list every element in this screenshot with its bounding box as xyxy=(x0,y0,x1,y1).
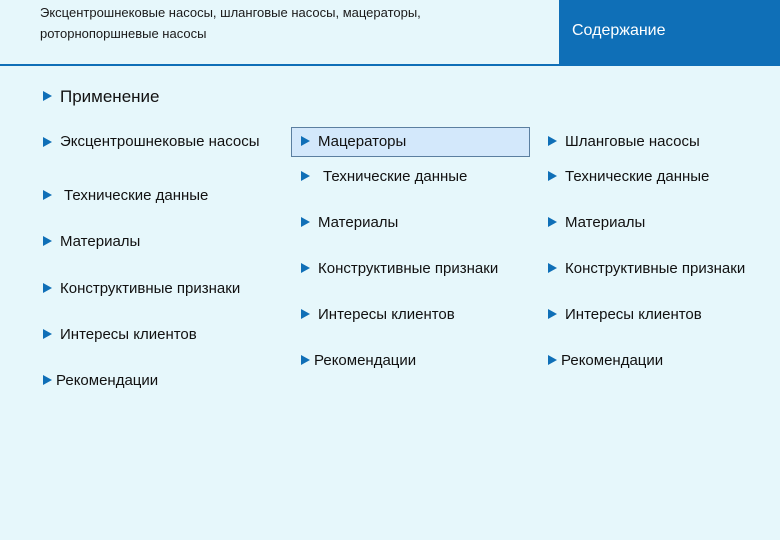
column3-item-label: Рекомендации xyxy=(561,352,664,369)
column1-item-customer-interests[interactable] xyxy=(43,325,197,344)
column2-item-label: Технические данные xyxy=(323,168,468,185)
header-divider xyxy=(0,64,560,66)
column2-item-recommendations[interactable] xyxy=(301,351,416,370)
column2-item-label: Интересы клиентов xyxy=(318,306,455,323)
triangle-bullet-icon xyxy=(548,309,557,319)
triangle-bullet-icon xyxy=(43,283,52,293)
column1-item-recommendations[interactable] xyxy=(43,371,158,390)
triangle-bullet-icon xyxy=(301,171,310,181)
triangle-bullet-icon xyxy=(43,329,52,339)
column2-item-label: Рекомендации xyxy=(314,352,417,369)
column3-item-label: Конструктивные признаки xyxy=(565,260,746,277)
column3-heading-label: Шланговые насосы xyxy=(565,133,700,150)
column1-heading-text: Эксцентрошнековые насосы xyxy=(60,133,260,150)
column1-item-label: Интересы клиентов xyxy=(60,326,197,343)
column1-heading-link[interactable] xyxy=(43,132,263,151)
triangle-bullet-icon xyxy=(43,190,52,200)
triangle-bullet-icon xyxy=(301,136,310,146)
column2-item-label: Конструктивные признаки xyxy=(318,260,499,277)
application-link[interactable] xyxy=(43,87,160,106)
column1-item-design-features[interactable] xyxy=(43,279,240,298)
triangle-bullet-icon xyxy=(548,355,557,365)
column2-item-customer-interests[interactable] xyxy=(301,305,455,324)
column2-item-label: Материалы xyxy=(318,214,399,231)
triangle-bullet-icon xyxy=(548,263,557,273)
column2-item-technical-data[interactable] xyxy=(301,167,467,186)
column1-heading-label xyxy=(43,132,260,151)
triangle-bullet-icon xyxy=(548,136,557,146)
column1-item-label: Рекомендации xyxy=(56,372,159,389)
triangle-bullet-icon xyxy=(301,217,310,227)
column3-item-customer-interests[interactable] xyxy=(548,305,702,324)
triangle-bullet-icon xyxy=(301,263,310,273)
triangle-bullet-icon xyxy=(43,91,52,101)
triangle-bullet-icon xyxy=(301,309,310,319)
column3-item-recommendations[interactable] xyxy=(548,351,663,370)
triangle-bullet-icon xyxy=(548,217,557,227)
column2-item-materials[interactable] xyxy=(301,213,398,232)
column1-item-label: Конструктивные признаки xyxy=(60,280,241,297)
triangle-bullet-icon xyxy=(43,375,52,385)
triangle-bullet-icon xyxy=(43,236,52,246)
column3-item-materials[interactable] xyxy=(548,213,645,232)
column1-item-materials[interactable] xyxy=(43,232,140,251)
contents-button[interactable]: Содержание xyxy=(559,0,780,66)
column3-item-technical-data[interactable] xyxy=(548,167,709,186)
column2-heading-label: Мацераторы xyxy=(318,133,407,150)
column3-item-label: Материалы xyxy=(565,214,646,231)
triangle-bullet-icon xyxy=(43,137,52,147)
column2-heading-link[interactable] xyxy=(301,132,406,151)
column3-item-label: Интересы клиентов xyxy=(565,306,702,323)
page-title: Эксцентрошнековые насосы, шланговые насосы, мацераторы, роторнопоршневые насосы xyxy=(40,5,421,41)
application-label: Применение xyxy=(60,87,160,106)
column2-item-design-features[interactable] xyxy=(301,259,498,278)
column3-heading-link[interactable] xyxy=(548,132,700,151)
column1-item-label: Материалы xyxy=(60,233,141,250)
column1-item-technical-data[interactable] xyxy=(43,186,208,205)
triangle-bullet-icon xyxy=(548,171,557,181)
column3-item-label: Технические данные xyxy=(565,168,710,185)
column1-item-label: Технические данные xyxy=(64,187,209,204)
triangle-bullet-icon xyxy=(301,355,310,365)
column3-item-design-features[interactable] xyxy=(548,259,745,278)
